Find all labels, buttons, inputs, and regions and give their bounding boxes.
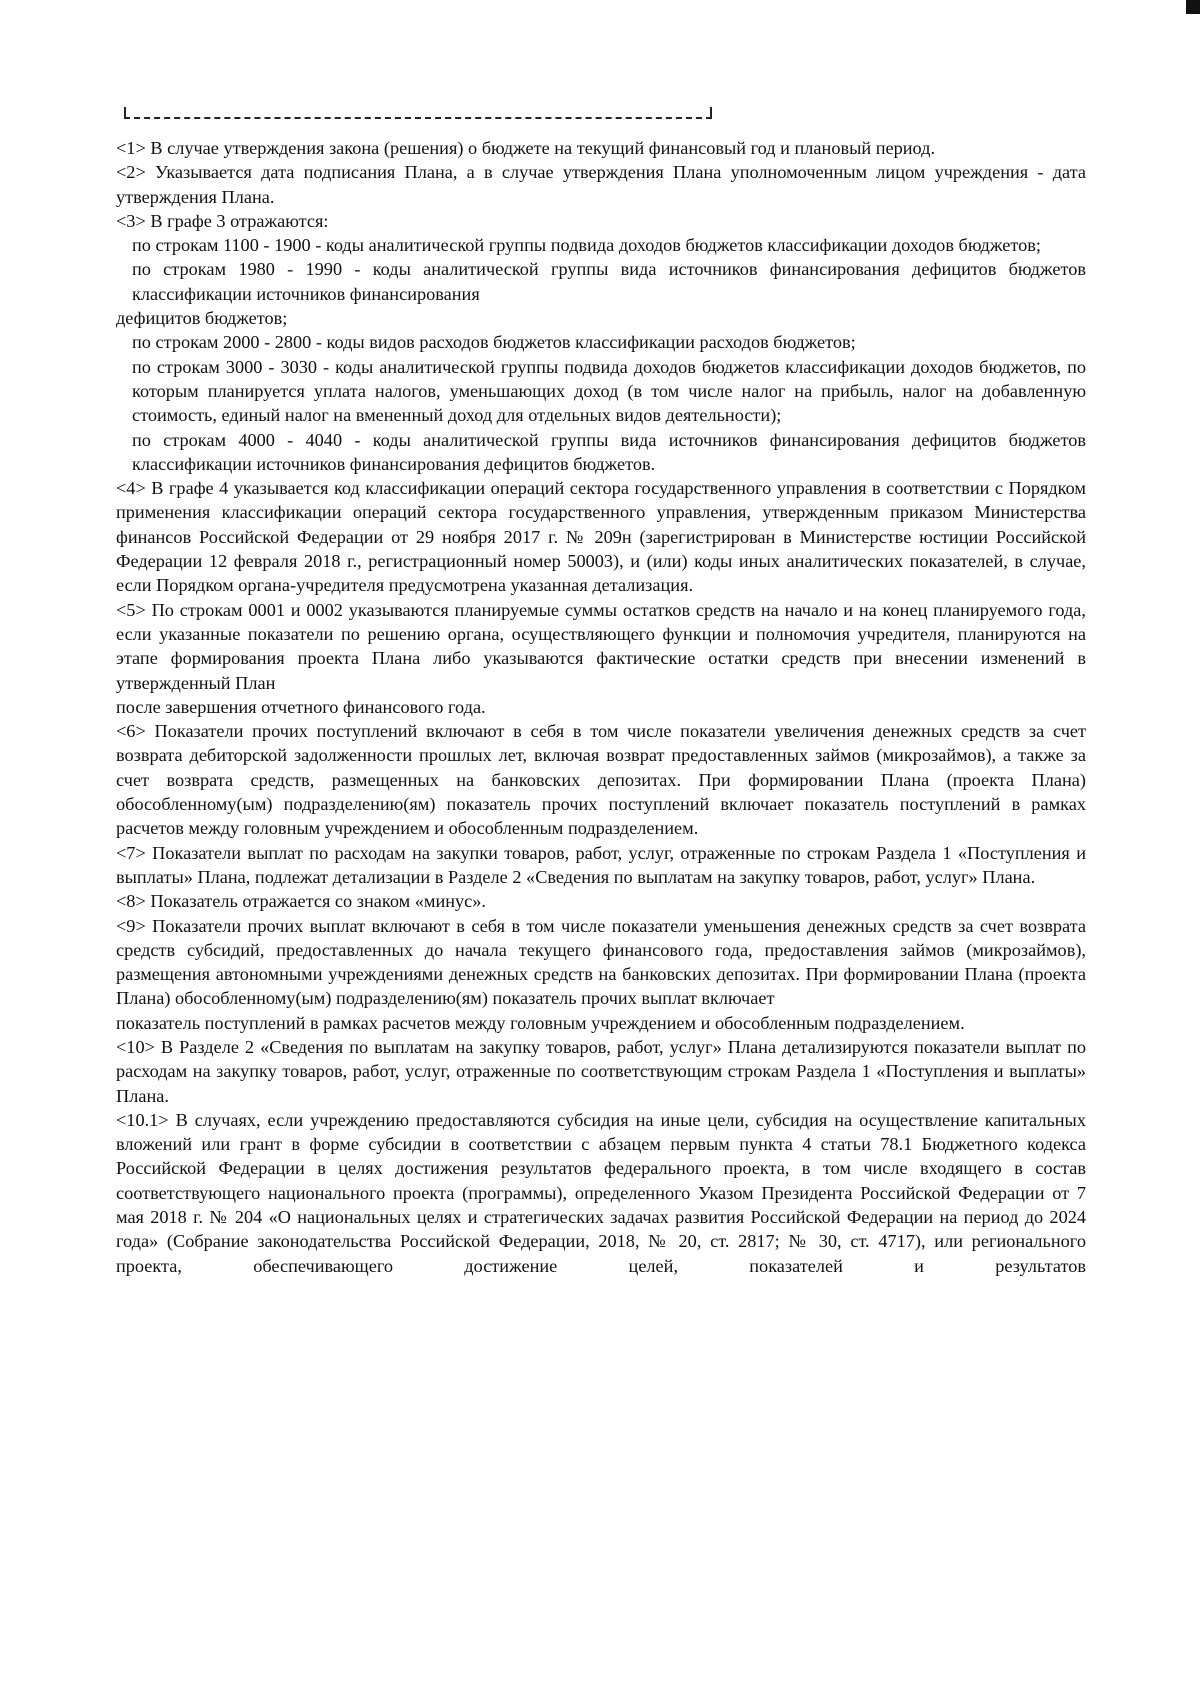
footnote-2: <2> Указывается дата подписания Плана, а в случае утверждения Плана уполномоченным лицом учреждения - дата утверждения Плана. bbox=[116, 162, 1086, 207]
footnote-10-1: <10.1> В случаях, если учреждению предоставляются субсидия на иные цели, субсидия на осуществление капитальных вложений или грант в форме субсидии в соответствии с абзацем первым пункта 4 статьи 78.1 Бюджетного кодекса Российской Федерации в целях достижения результатов федерального проекта, в том числе входящего в состав соответствующего национального проекта (программы), определенного Указом Президента Российской Федерации от 7 мая 2018 г. № 204 «О национальных целях и стратегических задачах развития Российской Федерации на период до 2024 года» (Собрание законодательства Российской Федерации, 2018, № 20, ст. 2817; № 30, ст. 4717), или регионального проекта, обеспечивающего достижение целей, показателей и результатов bbox=[116, 1109, 1086, 1276]
footnote-4: <4> В графе 4 указывается код классификации операций сектора государственного управления в соответствии с Порядком применения классификации операций сектора государственного управления, утвержденным приказом Министерства финансов Российской Федерации от 29 ноября 2017 г. № 209н (зарегистрирован в Министерстве юстиции Российской Федерации 12 февраля 2018 г., регистрационный номер 50003), и (или) коды иных аналитических показателей, в случае, если Порядком органа-учредителя предусмотрена указанная детализация. bbox=[116, 478, 1086, 596]
footnote-8: <8> Показатель отражается со знаком «минус». bbox=[116, 891, 486, 912]
footnote-6: <6> Показатели прочих поступлений включают в себя в том числе показатели увеличения денежных средств за счет возврата дебиторской задолженности прошлых лет, включая возврат предоставленных займов (микрозаймов), а также за счет возврата средств, размещенных на банковских депозитах. При формировании Плана (проекта Плана) обособленному(ым) подразделению(ям) показатель прочих поступлений включает показатель поступлений в рамках расчетов между головным учреждением и обособленным подразделением. bbox=[116, 721, 1086, 839]
footnote-3-heading: <3> В графе 3 отражаются: bbox=[116, 210, 329, 231]
footnote-3-rows-1980-1990: по строкам 1980 - 1990 - коды аналитической группы вида источников финансирования дефицитов бюджетов классификации источников финансирования bbox=[132, 259, 1086, 304]
footnote-3-rows-3000-3030: по строкам 3000 - 3030 - коды аналитической группы подвида доходов бюджетов классификации доходов бюджетов, по которым планируется уплата налогов, уменьшающих доход (в том числе налог на прибыль, налог на добавленную стоимость, единый налог на вмененный доход для отдельных видов деятельности); bbox=[132, 356, 1086, 426]
footnote-5: <5> По строкам 0001 и 0002 указываются планируемые суммы остатков средств на начало и на конец планируемого года, если указанные показатели по решению органа, осуществляющего функции и полномочия учредителя, планируются на этапе формирования проекта Плана либо указываются фактические остатки средств при внесении изменений в утвержденный План bbox=[116, 599, 1086, 693]
footnote-10: <10> В Разделе 2 «Сведения по выплатам на закупку товаров, работ, услуг» Плана детализируются показатели выплат по расходам на закупку товаров, работ, услуг, отраженные по соответствующим строкам Раздела 1 «Поступления и выплаты» Плана. bbox=[116, 1036, 1086, 1106]
footnote-7: <7> Показатели выплат по расходам на закупки товаров, работ, услуг, отраженные по строкам Раздела 1 «Поступления и выплаты» Плана, подлежат детализации в Разделе 2 «Сведения по выплатам на закупку товаров, работ, услуг» Плана. bbox=[116, 842, 1086, 887]
table-bottom-border-dashed bbox=[124, 103, 712, 119]
scan-corner-mark bbox=[1186, 0, 1200, 14]
footnote-5-cont: после завершения отчетного финансового года. bbox=[116, 696, 486, 717]
footnote-9-cont: показатель поступлений в рамках расчетов между головным учреждением и обособленным подразделением. bbox=[116, 1012, 965, 1033]
footnote-3-rows-4000-4040: по строкам 4000 - 4040 - коды аналитической группы вида источников финансирования дефицитов бюджетов классификации источников финансирования дефицитов бюджетов. bbox=[132, 429, 1086, 474]
footnote-3-rows-2000-2800: по строкам 2000 - 2800 - коды видов расходов бюджетов классификации расходов бюджетов; bbox=[132, 332, 856, 353]
footnotes-block bbox=[116, 136, 1086, 1278]
footnote-3-rows-1980-1990-cont: дефицитов бюджетов; bbox=[116, 308, 288, 329]
footnote-9: <9> Показатели прочих выплат включают в себя в том числе показатели уменьшения денежных средств за счет возврата средств субсидий, предоставленных до начала текущего финансового года, предоставления займов (микрозаймов), размещения автономными учреждениями денежных средств на банковских депозитах. При формировании Плана (проекта Плана) обособленному(ым) подразделению(ям) показатель прочих выплат включает bbox=[116, 915, 1086, 1009]
footnote-1: <1> В случае утверждения закона (решения) о бюджете на текущий финансовый год и плановый период. bbox=[116, 138, 936, 158]
footnote-3-rows-1100-1900: по строкам 1100 - 1900 - коды аналитической группы подвида доходов бюджетов классификации доходов бюджетов; bbox=[132, 235, 1041, 256]
